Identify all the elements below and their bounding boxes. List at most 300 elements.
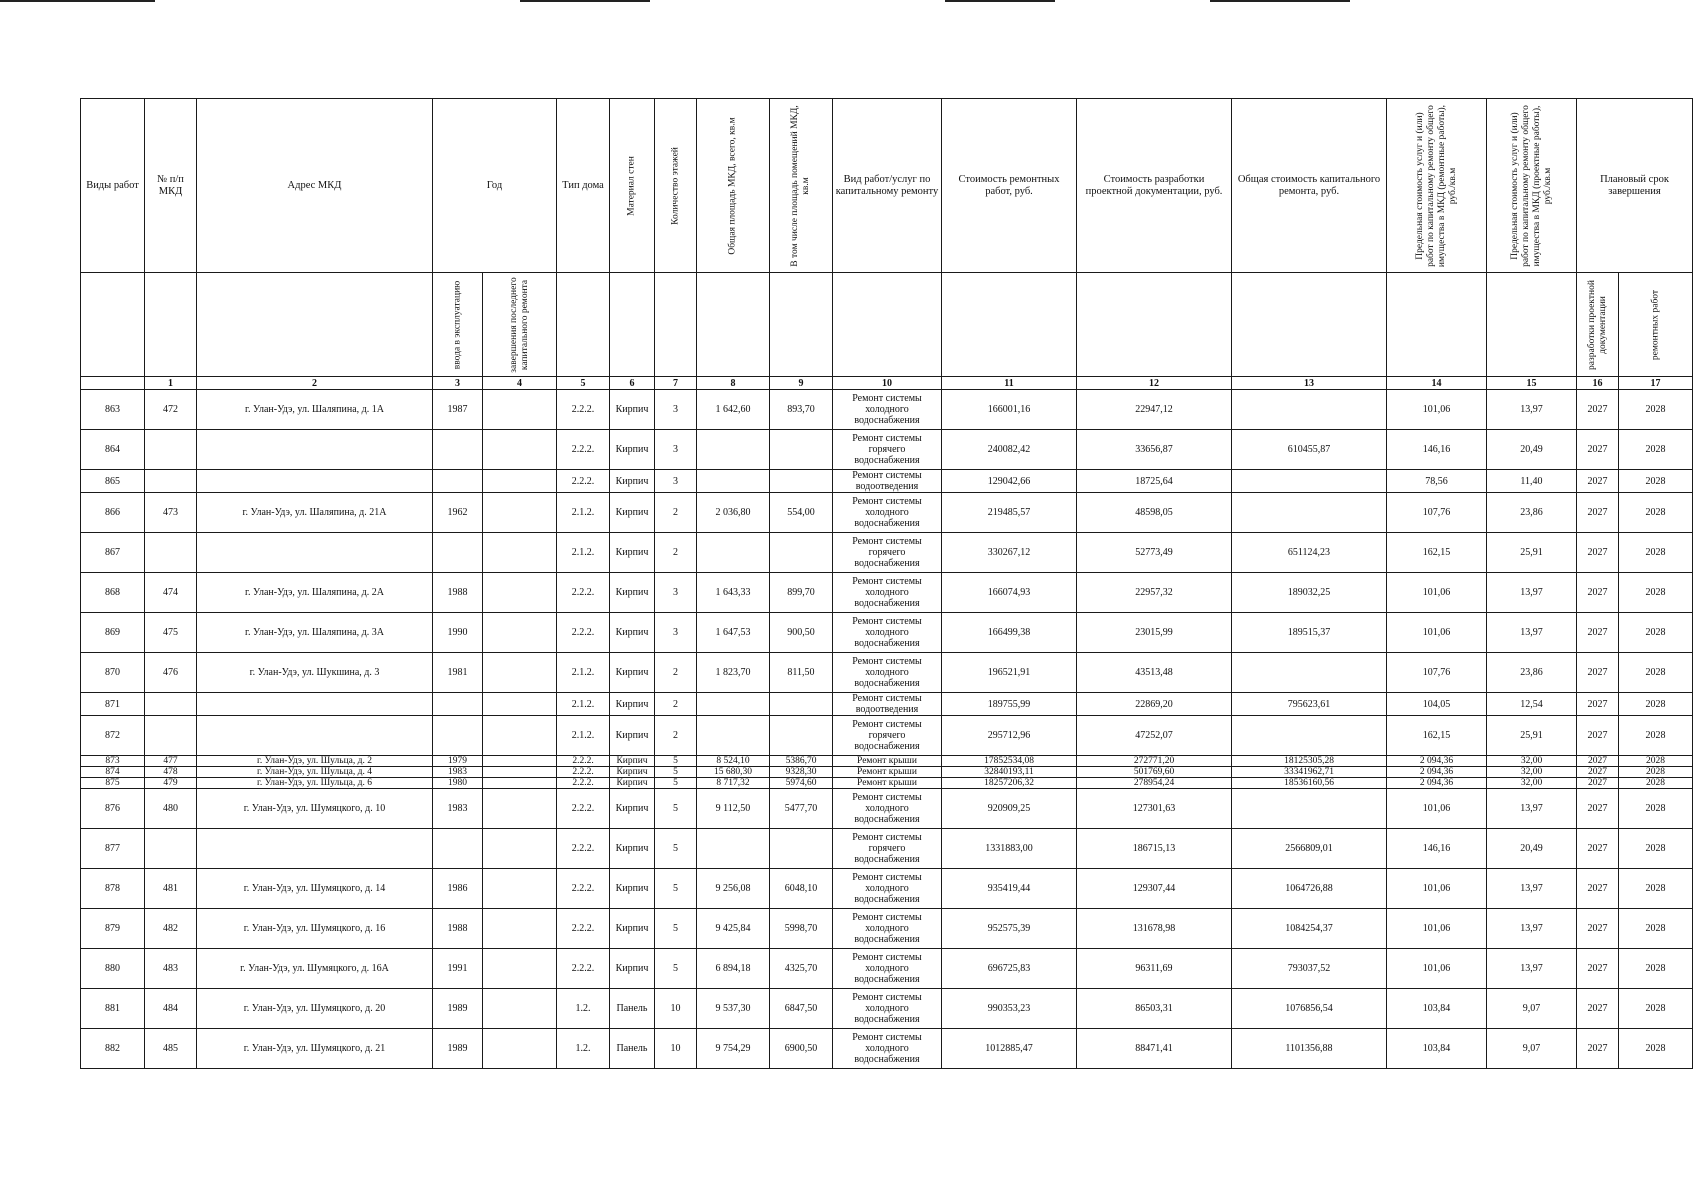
design-cost-cell: 52773,49 xyxy=(1077,533,1232,573)
year-last-repair-cell xyxy=(483,989,557,1029)
vid-rabot-cell: 879 xyxy=(81,909,145,949)
limit-cost-repair-cell: 146,16 xyxy=(1387,430,1487,470)
floors-cell: 5 xyxy=(655,909,697,949)
mkd-number-cell: 485 xyxy=(145,1029,197,1069)
premises-area-cell: 6847,50 xyxy=(770,989,833,1029)
total-cost-cell xyxy=(1232,716,1387,756)
design-cost-cell: 33656,87 xyxy=(1077,430,1232,470)
address-cell: г. Улан-Удэ, ул. Шумяцкого, д. 10 xyxy=(197,789,433,829)
total-area-cell: 9 425,84 xyxy=(697,909,770,949)
total-area-cell: 9 112,50 xyxy=(697,789,770,829)
vid-rabot-cell: 877 xyxy=(81,829,145,869)
floors-cell: 2 xyxy=(655,533,697,573)
limit-cost-repair-cell: 103,84 xyxy=(1387,989,1487,1029)
deadline-design-cell: 2027 xyxy=(1577,756,1619,767)
year-commissioned-cell: 1987 xyxy=(433,390,483,430)
col-number: 8 xyxy=(697,377,770,390)
repair-cost-cell: 17852534,08 xyxy=(942,756,1077,767)
scan-edge-line xyxy=(0,0,155,2)
floors-cell: 2 xyxy=(655,653,697,693)
mkd-number-cell: 472 xyxy=(145,390,197,430)
wall-material-cell: Кирпич xyxy=(610,390,655,430)
limit-cost-design-cell: 11,40 xyxy=(1487,470,1577,493)
table-row xyxy=(81,829,1693,869)
total-cost-cell xyxy=(1232,493,1387,533)
year-last-repair-cell xyxy=(483,869,557,909)
work-type-cell: Ремонт системы холодного водоснабжения xyxy=(833,613,942,653)
floors-cell: 2 xyxy=(655,493,697,533)
wall-material-cell: Кирпич xyxy=(610,493,655,533)
total-cost-cell xyxy=(1232,470,1387,493)
total-area-cell: 8 717,32 xyxy=(697,778,770,789)
work-type-cell: Ремонт системы горячего водоснабжения xyxy=(833,829,942,869)
address-cell: г. Улан-Удэ, ул. Шаляпина, д. 1А xyxy=(197,390,433,430)
limit-cost-design-cell: 13,97 xyxy=(1487,909,1577,949)
wall-material-cell: Панель xyxy=(610,989,655,1029)
deadline-design-cell: 2027 xyxy=(1577,909,1619,949)
deadline-design-cell: 2027 xyxy=(1577,693,1619,716)
premises-area-cell: 899,70 xyxy=(770,573,833,613)
deadline-design-cell: 2027 xyxy=(1577,789,1619,829)
year-last-repair-cell xyxy=(483,1029,557,1069)
deadline-design-cell: 2027 xyxy=(1577,390,1619,430)
work-type-cell: Ремонт системы холодного водоснабжения xyxy=(833,909,942,949)
limit-cost-repair-cell: 78,56 xyxy=(1387,470,1487,493)
header-vid-rabot: Виды работ xyxy=(81,99,145,273)
house-type-cell: 2.1.2. xyxy=(557,716,610,756)
vid-rabot-cell: 873 xyxy=(81,756,145,767)
work-type-cell: Ремонт системы холодного водоснабжения xyxy=(833,573,942,613)
limit-cost-design-cell: 9,07 xyxy=(1487,989,1577,1029)
work-type-cell: Ремонт системы холодного водоснабжения xyxy=(833,789,942,829)
premises-area-cell xyxy=(770,829,833,869)
year-last-repair-cell xyxy=(483,653,557,693)
floors-cell: 10 xyxy=(655,989,697,1029)
house-type-cell: 2.2.2. xyxy=(557,756,610,767)
wall-material-cell: Панель xyxy=(610,1029,655,1069)
premises-area-cell xyxy=(770,716,833,756)
deadline-design-cell: 2027 xyxy=(1577,573,1619,613)
address-cell: г. Улан-Удэ, ул. Шумяцкого, д. 16А xyxy=(197,949,433,989)
design-cost-cell: 48598,05 xyxy=(1077,493,1232,533)
table-row xyxy=(81,653,1693,693)
repair-cost-cell: 166001,16 xyxy=(942,390,1077,430)
address-cell xyxy=(197,533,433,573)
repair-cost-cell: 18257206,32 xyxy=(942,778,1077,789)
premises-area-cell: 6048,10 xyxy=(770,869,833,909)
limit-cost-design-cell: 13,97 xyxy=(1487,949,1577,989)
repair-cost-cell: 166499,38 xyxy=(942,613,1077,653)
total-area-cell: 1 642,60 xyxy=(697,390,770,430)
house-type-cell: 2.2.2. xyxy=(557,767,610,778)
deadline-design-cell: 2027 xyxy=(1577,653,1619,693)
premises-area-cell xyxy=(770,430,833,470)
deadline-repair-cell: 2028 xyxy=(1619,613,1693,653)
work-type-cell: Ремонт системы холодного водоснабжения xyxy=(833,653,942,693)
deadline-repair-cell: 2028 xyxy=(1619,756,1693,767)
wall-material-cell: Кирпич xyxy=(610,756,655,767)
premises-area-cell xyxy=(770,693,833,716)
year-commissioned-cell: 1988 xyxy=(433,909,483,949)
deadline-repair-cell: 2028 xyxy=(1619,829,1693,869)
repair-cost-cell: 295712,96 xyxy=(942,716,1077,756)
vid-rabot-cell: 865 xyxy=(81,470,145,493)
limit-cost-design-cell: 32,00 xyxy=(1487,778,1577,789)
total-cost-cell xyxy=(1232,390,1387,430)
total-cost-cell: 189515,37 xyxy=(1232,613,1387,653)
year-commissioned-cell: 1980 xyxy=(433,778,483,789)
total-cost-cell: 18125305,28 xyxy=(1232,756,1387,767)
floors-cell: 5 xyxy=(655,778,697,789)
capital-repair-table xyxy=(80,98,1693,1069)
table-body xyxy=(81,390,1693,1069)
house-type-cell: 2.1.2. xyxy=(557,693,610,716)
year-last-repair-cell xyxy=(483,909,557,949)
col-number: 5 xyxy=(557,377,610,390)
address-cell: г. Улан-Удэ, ул. Шульца, д. 2 xyxy=(197,756,433,767)
floors-cell: 5 xyxy=(655,869,697,909)
year-last-repair-cell xyxy=(483,573,557,613)
vid-rabot-cell: 871 xyxy=(81,693,145,716)
deadline-repair-cell: 2028 xyxy=(1619,778,1693,789)
design-cost-cell: 501769,60 xyxy=(1077,767,1232,778)
column-number-row xyxy=(81,377,1693,390)
limit-cost-design-cell: 9,07 xyxy=(1487,1029,1577,1069)
year-commissioned-cell: 1983 xyxy=(433,767,483,778)
repair-cost-cell: 32840193,11 xyxy=(942,767,1077,778)
limit-cost-design-cell: 13,97 xyxy=(1487,789,1577,829)
total-cost-cell: 610455,87 xyxy=(1232,430,1387,470)
table-row xyxy=(81,1029,1693,1069)
total-area-cell: 15 680,30 xyxy=(697,767,770,778)
year-commissioned-cell xyxy=(433,829,483,869)
total-area-cell: 6 894,18 xyxy=(697,949,770,989)
premises-area-cell: 9328,30 xyxy=(770,767,833,778)
limit-cost-repair-cell: 2 094,36 xyxy=(1387,756,1487,767)
repair-cost-cell: 129042,66 xyxy=(942,470,1077,493)
limit-cost-design-cell: 13,97 xyxy=(1487,573,1577,613)
address-cell: г. Улан-Удэ, ул. Шумяцкого, д. 21 xyxy=(197,1029,433,1069)
address-cell: г. Улан-Удэ, ул. Шумяцкого, д. 16 xyxy=(197,909,433,949)
address-cell xyxy=(197,430,433,470)
design-cost-cell: 22947,12 xyxy=(1077,390,1232,430)
total-cost-cell xyxy=(1232,653,1387,693)
repair-cost-cell: 952575,39 xyxy=(942,909,1077,949)
year-commissioned-cell: 1990 xyxy=(433,613,483,653)
year-commissioned-cell: 1986 xyxy=(433,869,483,909)
address-cell xyxy=(197,829,433,869)
limit-cost-repair-cell: 104,05 xyxy=(1387,693,1487,716)
scan-edge-line xyxy=(1210,0,1350,2)
design-cost-cell: 22869,20 xyxy=(1077,693,1232,716)
header-row xyxy=(81,99,1693,273)
vid-rabot-cell: 868 xyxy=(81,573,145,613)
repair-cost-cell: 935419,44 xyxy=(942,869,1077,909)
total-area-cell: 1 643,33 xyxy=(697,573,770,613)
total-cost-cell: 1064726,88 xyxy=(1232,869,1387,909)
scan-edge-line xyxy=(945,0,1055,2)
floors-cell: 5 xyxy=(655,767,697,778)
wall-material-cell: Кирпич xyxy=(610,789,655,829)
premises-area-cell xyxy=(770,533,833,573)
header-design-cost: Стоимость разработки проектной документации, руб. xyxy=(1077,99,1232,273)
total-area-cell: 8 524,10 xyxy=(697,756,770,767)
limit-cost-repair-cell: 101,06 xyxy=(1387,613,1487,653)
deadline-repair-cell: 2028 xyxy=(1619,989,1693,1029)
house-type-cell: 2.2.2. xyxy=(557,778,610,789)
floors-cell: 3 xyxy=(655,613,697,653)
wall-material-cell: Кирпич xyxy=(610,430,655,470)
work-type-cell: Ремонт системы горячего водоснабжения xyxy=(833,430,942,470)
limit-cost-design-cell: 32,00 xyxy=(1487,756,1577,767)
limit-cost-design-cell: 13,97 xyxy=(1487,390,1577,430)
repair-cost-cell: 240082,42 xyxy=(942,430,1077,470)
deadline-design-cell: 2027 xyxy=(1577,829,1619,869)
table-row xyxy=(81,869,1693,909)
year-last-repair-cell xyxy=(483,716,557,756)
deadline-repair-cell: 2028 xyxy=(1619,430,1693,470)
header-repair-cost: Стоимость ремонтных работ, руб. xyxy=(942,99,1077,273)
address-cell xyxy=(197,716,433,756)
limit-cost-design-cell: 25,91 xyxy=(1487,533,1577,573)
subheader-row xyxy=(81,273,1693,377)
year-commissioned-cell: 1988 xyxy=(433,573,483,613)
design-cost-cell: 129307,44 xyxy=(1077,869,1232,909)
year-commissioned-cell: 1983 xyxy=(433,789,483,829)
header-address: Адрес МКД xyxy=(197,99,433,273)
table-row xyxy=(81,430,1693,470)
design-cost-cell: 86503,31 xyxy=(1077,989,1232,1029)
col-number: 12 xyxy=(1077,377,1232,390)
mkd-number-cell xyxy=(145,470,197,493)
work-type-cell: Ремонт системы горячего водоснабжения xyxy=(833,533,942,573)
wall-material-cell: Кирпич xyxy=(610,716,655,756)
header-work-type: Вид работ/услуг по капитальному ремонту xyxy=(833,99,942,273)
design-cost-cell: 47252,07 xyxy=(1077,716,1232,756)
table-row xyxy=(81,989,1693,1029)
total-cost-cell: 2566809,01 xyxy=(1232,829,1387,869)
col-number: 10 xyxy=(833,377,942,390)
header-wall-material: Материал стен xyxy=(610,99,655,273)
deadline-repair-cell: 2028 xyxy=(1619,653,1693,693)
house-type-cell: 1.2. xyxy=(557,989,610,1029)
deadline-design-cell: 2027 xyxy=(1577,430,1619,470)
year-last-repair-cell xyxy=(483,613,557,653)
header-year-commissioned: ввода в эксплуатацию xyxy=(433,273,483,377)
deadline-repair-cell: 2028 xyxy=(1619,533,1693,573)
year-commissioned-cell: 1991 xyxy=(433,949,483,989)
col-number: 11 xyxy=(942,377,1077,390)
vid-rabot-cell: 869 xyxy=(81,613,145,653)
limit-cost-repair-cell: 2 094,36 xyxy=(1387,778,1487,789)
col-number: 14 xyxy=(1387,377,1487,390)
design-cost-cell: 23015,99 xyxy=(1077,613,1232,653)
year-last-repair-cell xyxy=(483,949,557,989)
header-year: Год xyxy=(433,99,557,273)
repair-cost-cell: 166074,93 xyxy=(942,573,1077,613)
year-commissioned-cell: 1979 xyxy=(433,756,483,767)
deadline-design-cell: 2027 xyxy=(1577,778,1619,789)
year-commissioned-cell: 1962 xyxy=(433,493,483,533)
limit-cost-repair-cell: 103,84 xyxy=(1387,1029,1487,1069)
header-floors: Количество этажей xyxy=(655,99,697,273)
limit-cost-repair-cell: 162,15 xyxy=(1387,716,1487,756)
vid-rabot-cell: 876 xyxy=(81,789,145,829)
deadline-repair-cell: 2028 xyxy=(1619,909,1693,949)
repair-cost-cell: 696725,83 xyxy=(942,949,1077,989)
mkd-number-cell: 477 xyxy=(145,756,197,767)
header-planned-deadline: Плановый срок завершения xyxy=(1577,99,1693,273)
table-row xyxy=(81,789,1693,829)
mkd-number-cell xyxy=(145,829,197,869)
design-cost-cell: 272771,20 xyxy=(1077,756,1232,767)
limit-cost-repair-cell: 101,06 xyxy=(1387,390,1487,430)
limit-cost-design-cell: 20,49 xyxy=(1487,430,1577,470)
design-cost-cell: 88471,41 xyxy=(1077,1029,1232,1069)
house-type-cell: 2.1.2. xyxy=(557,493,610,533)
mkd-number-cell: 476 xyxy=(145,653,197,693)
year-commissioned-cell xyxy=(433,470,483,493)
table-row xyxy=(81,716,1693,756)
total-cost-cell xyxy=(1232,789,1387,829)
col-number: 7 xyxy=(655,377,697,390)
work-type-cell: Ремонт системы холодного водоснабжения xyxy=(833,949,942,989)
repair-cost-cell: 219485,57 xyxy=(942,493,1077,533)
limit-cost-repair-cell: 162,15 xyxy=(1387,533,1487,573)
house-type-cell: 2.2.2. xyxy=(557,390,610,430)
vid-rabot-cell: 872 xyxy=(81,716,145,756)
wall-material-cell: Кирпич xyxy=(610,573,655,613)
design-cost-cell: 18725,64 xyxy=(1077,470,1232,493)
address-cell: г. Улан-Удэ, ул. Шаляпина, д. 21А xyxy=(197,493,433,533)
col-number: 4 xyxy=(483,377,557,390)
deadline-repair-cell: 2028 xyxy=(1619,1029,1693,1069)
total-area-cell: 2 036,80 xyxy=(697,493,770,533)
year-last-repair-cell xyxy=(483,767,557,778)
vid-rabot-cell: 880 xyxy=(81,949,145,989)
header-mkd-number: № п/п МКД xyxy=(145,99,197,273)
col-number: 15 xyxy=(1487,377,1577,390)
deadline-repair-cell: 2028 xyxy=(1619,390,1693,430)
deadline-design-cell: 2027 xyxy=(1577,1029,1619,1069)
floors-cell: 5 xyxy=(655,789,697,829)
wall-material-cell: Кирпич xyxy=(610,470,655,493)
table-row xyxy=(81,390,1693,430)
wall-material-cell: Кирпич xyxy=(610,778,655,789)
col-number: 1 xyxy=(145,377,197,390)
deadline-repair-cell: 2028 xyxy=(1619,789,1693,829)
year-last-repair-cell xyxy=(483,778,557,789)
year-commissioned-cell xyxy=(433,533,483,573)
col-number: 9 xyxy=(770,377,833,390)
col-number: 2 xyxy=(197,377,433,390)
limit-cost-design-cell: 12,54 xyxy=(1487,693,1577,716)
header-deadline-repair: ремонтных работ xyxy=(1619,273,1693,377)
premises-area-cell: 554,00 xyxy=(770,493,833,533)
wall-material-cell: Кирпич xyxy=(610,869,655,909)
total-cost-cell: 651124,23 xyxy=(1232,533,1387,573)
year-last-repair-cell xyxy=(483,829,557,869)
col-number: 3 xyxy=(433,377,483,390)
mkd-number-cell xyxy=(145,693,197,716)
deadline-design-cell: 2027 xyxy=(1577,470,1619,493)
table-row xyxy=(81,778,1693,789)
limit-cost-design-cell: 23,86 xyxy=(1487,493,1577,533)
total-area-cell: 9 537,30 xyxy=(697,989,770,1029)
work-type-cell: Ремонт системы водоотведения xyxy=(833,470,942,493)
deadline-repair-cell: 2028 xyxy=(1619,949,1693,989)
header-limit-cost-design: Предельная стоимость услуг и (или) работ по капитальному ремонту общего имущества в МКД (проектные работы), руб./кв.м xyxy=(1487,99,1577,273)
address-cell: г. Улан-Удэ, ул. Шульца, д. 6 xyxy=(197,778,433,789)
table-row xyxy=(81,613,1693,653)
premises-area-cell: 4325,70 xyxy=(770,949,833,989)
limit-cost-repair-cell: 107,76 xyxy=(1387,493,1487,533)
work-type-cell: Ремонт системы холодного водоснабжения xyxy=(833,493,942,533)
floors-cell: 10 xyxy=(655,1029,697,1069)
year-last-repair-cell xyxy=(483,470,557,493)
repair-cost-cell: 189755,99 xyxy=(942,693,1077,716)
address-cell xyxy=(197,693,433,716)
table-row xyxy=(81,756,1693,767)
total-cost-cell: 1076856,54 xyxy=(1232,989,1387,1029)
premises-area-cell: 5386,70 xyxy=(770,756,833,767)
year-last-repair-cell xyxy=(483,693,557,716)
design-cost-cell: 131678,98 xyxy=(1077,909,1232,949)
limit-cost-design-cell: 25,91 xyxy=(1487,716,1577,756)
total-area-cell: 1 823,70 xyxy=(697,653,770,693)
header-total-area: Общая площадь МКД, всего, кв.м xyxy=(697,99,770,273)
mkd-number-cell: 479 xyxy=(145,778,197,789)
deadline-design-cell: 2027 xyxy=(1577,949,1619,989)
table-row xyxy=(81,767,1693,778)
premises-area-cell xyxy=(770,470,833,493)
wall-material-cell: Кирпич xyxy=(610,653,655,693)
premises-area-cell: 6900,50 xyxy=(770,1029,833,1069)
total-cost-cell: 1101356,88 xyxy=(1232,1029,1387,1069)
total-area-cell xyxy=(697,716,770,756)
work-type-cell: Ремонт системы горячего водоснабжения xyxy=(833,716,942,756)
repair-cost-cell: 330267,12 xyxy=(942,533,1077,573)
house-type-cell: 2.2.2. xyxy=(557,573,610,613)
mkd-number-cell: 475 xyxy=(145,613,197,653)
address-cell: г. Улан-Удэ, ул. Шумяцкого, д. 20 xyxy=(197,989,433,1029)
table-row xyxy=(81,470,1693,493)
premises-area-cell: 5477,70 xyxy=(770,789,833,829)
vid-rabot-cell: 875 xyxy=(81,778,145,789)
premises-area-cell: 893,70 xyxy=(770,390,833,430)
total-area-cell xyxy=(697,829,770,869)
repair-cost-cell: 1012885,47 xyxy=(942,1029,1077,1069)
limit-cost-repair-cell: 101,06 xyxy=(1387,909,1487,949)
deadline-design-cell: 2027 xyxy=(1577,613,1619,653)
floors-cell: 5 xyxy=(655,756,697,767)
wall-material-cell: Кирпич xyxy=(610,767,655,778)
house-type-cell: 2.1.2. xyxy=(557,533,610,573)
total-cost-cell: 33341962,71 xyxy=(1232,767,1387,778)
floors-cell: 2 xyxy=(655,693,697,716)
col-number: 13 xyxy=(1232,377,1387,390)
mkd-number-cell: 481 xyxy=(145,869,197,909)
deadline-repair-cell: 2028 xyxy=(1619,573,1693,613)
mkd-number-cell: 483 xyxy=(145,949,197,989)
address-cell xyxy=(197,470,433,493)
vid-rabot-cell: 863 xyxy=(81,390,145,430)
year-commissioned-cell: 1989 xyxy=(433,1029,483,1069)
house-type-cell: 2.2.2. xyxy=(557,909,610,949)
mkd-number-cell: 478 xyxy=(145,767,197,778)
work-type-cell: Ремонт системы холодного водоснабжения xyxy=(833,1029,942,1069)
design-cost-cell: 278954,24 xyxy=(1077,778,1232,789)
